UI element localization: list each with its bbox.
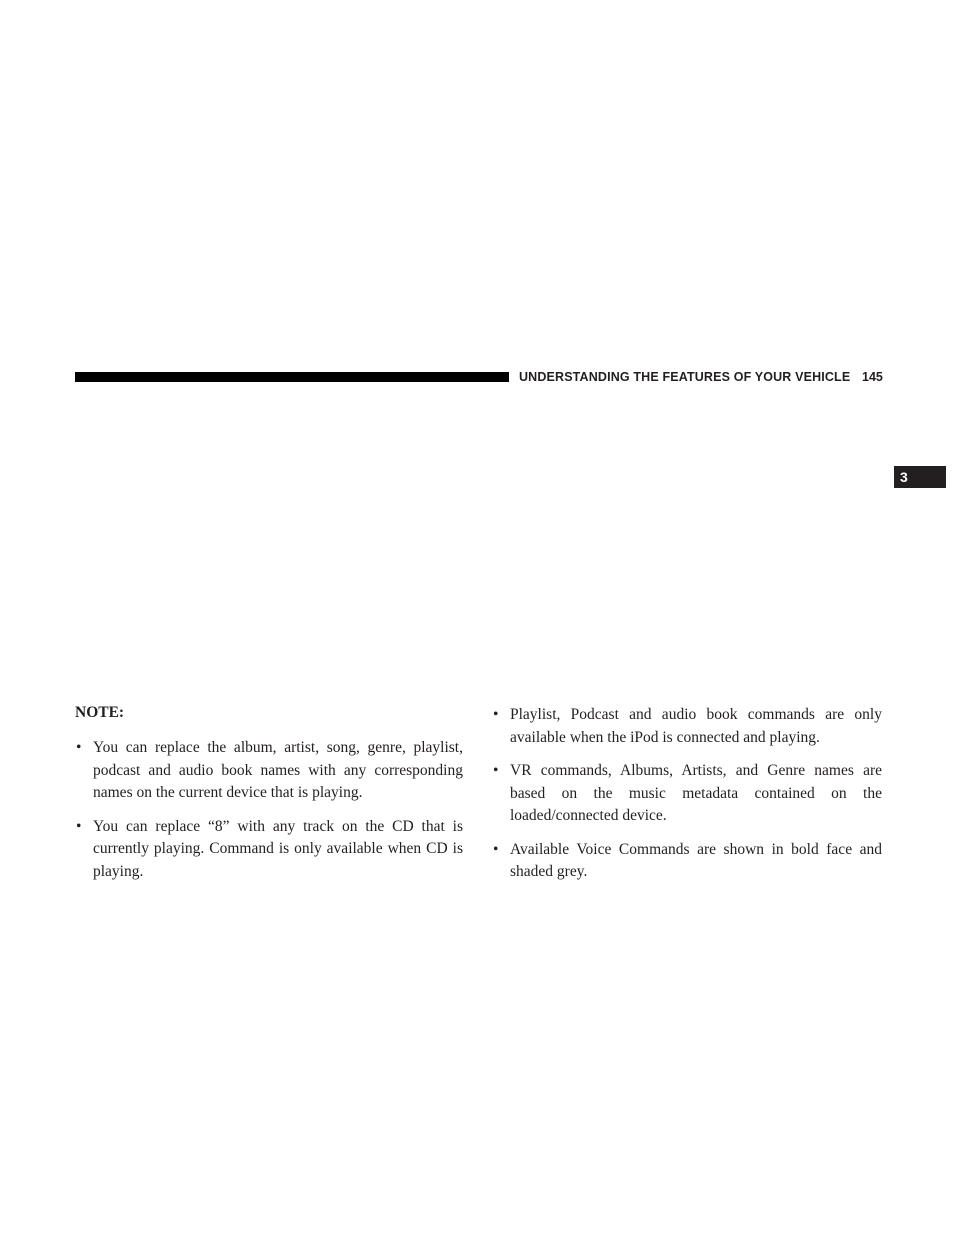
list-item-text: Available Voice Commands are shown in bold face and shaded grey. (510, 840, 882, 880)
left-column (75, 702, 463, 894)
bullet-icon: • (493, 706, 499, 723)
header-rule (75, 372, 509, 382)
list-item-text: VR commands, Albums, Artists, and Genre names are based on the music metadata contained on the loaded/connected device. (510, 762, 882, 824)
running-header-title: UNDERSTANDING THE FEATURES OF YOUR VEHICLE (519, 370, 851, 384)
list-item (492, 704, 882, 749)
bullet-icon: • (76, 739, 82, 756)
list-item (492, 839, 882, 884)
chapter-tab[interactable]: 3 (894, 466, 946, 488)
list-item (75, 737, 463, 805)
list-item (492, 760, 882, 828)
list-item-text: You can replace “8” with any track on the CD that is currently playing. Command is only available when CD is playing. (93, 817, 463, 880)
right-column (492, 704, 882, 895)
note-bullet-list-continued (492, 704, 882, 884)
bullet-icon: • (76, 817, 82, 835)
note-bullet-list (75, 737, 463, 883)
note-heading: NOTE: (75, 704, 125, 721)
bullet-icon: • (493, 762, 499, 779)
list-item-text: You can replace the album, artist, song, genre, playlist, podcast and audio book names with any corresponding names on the current device that is playing. (93, 739, 463, 801)
list-item (75, 816, 463, 884)
bullet-icon: • (493, 840, 499, 858)
page-number: 145 (862, 370, 883, 384)
list-item-text: Playlist, Podcast and audio book commands are only available when the iPod is connected and playing. (510, 706, 882, 746)
